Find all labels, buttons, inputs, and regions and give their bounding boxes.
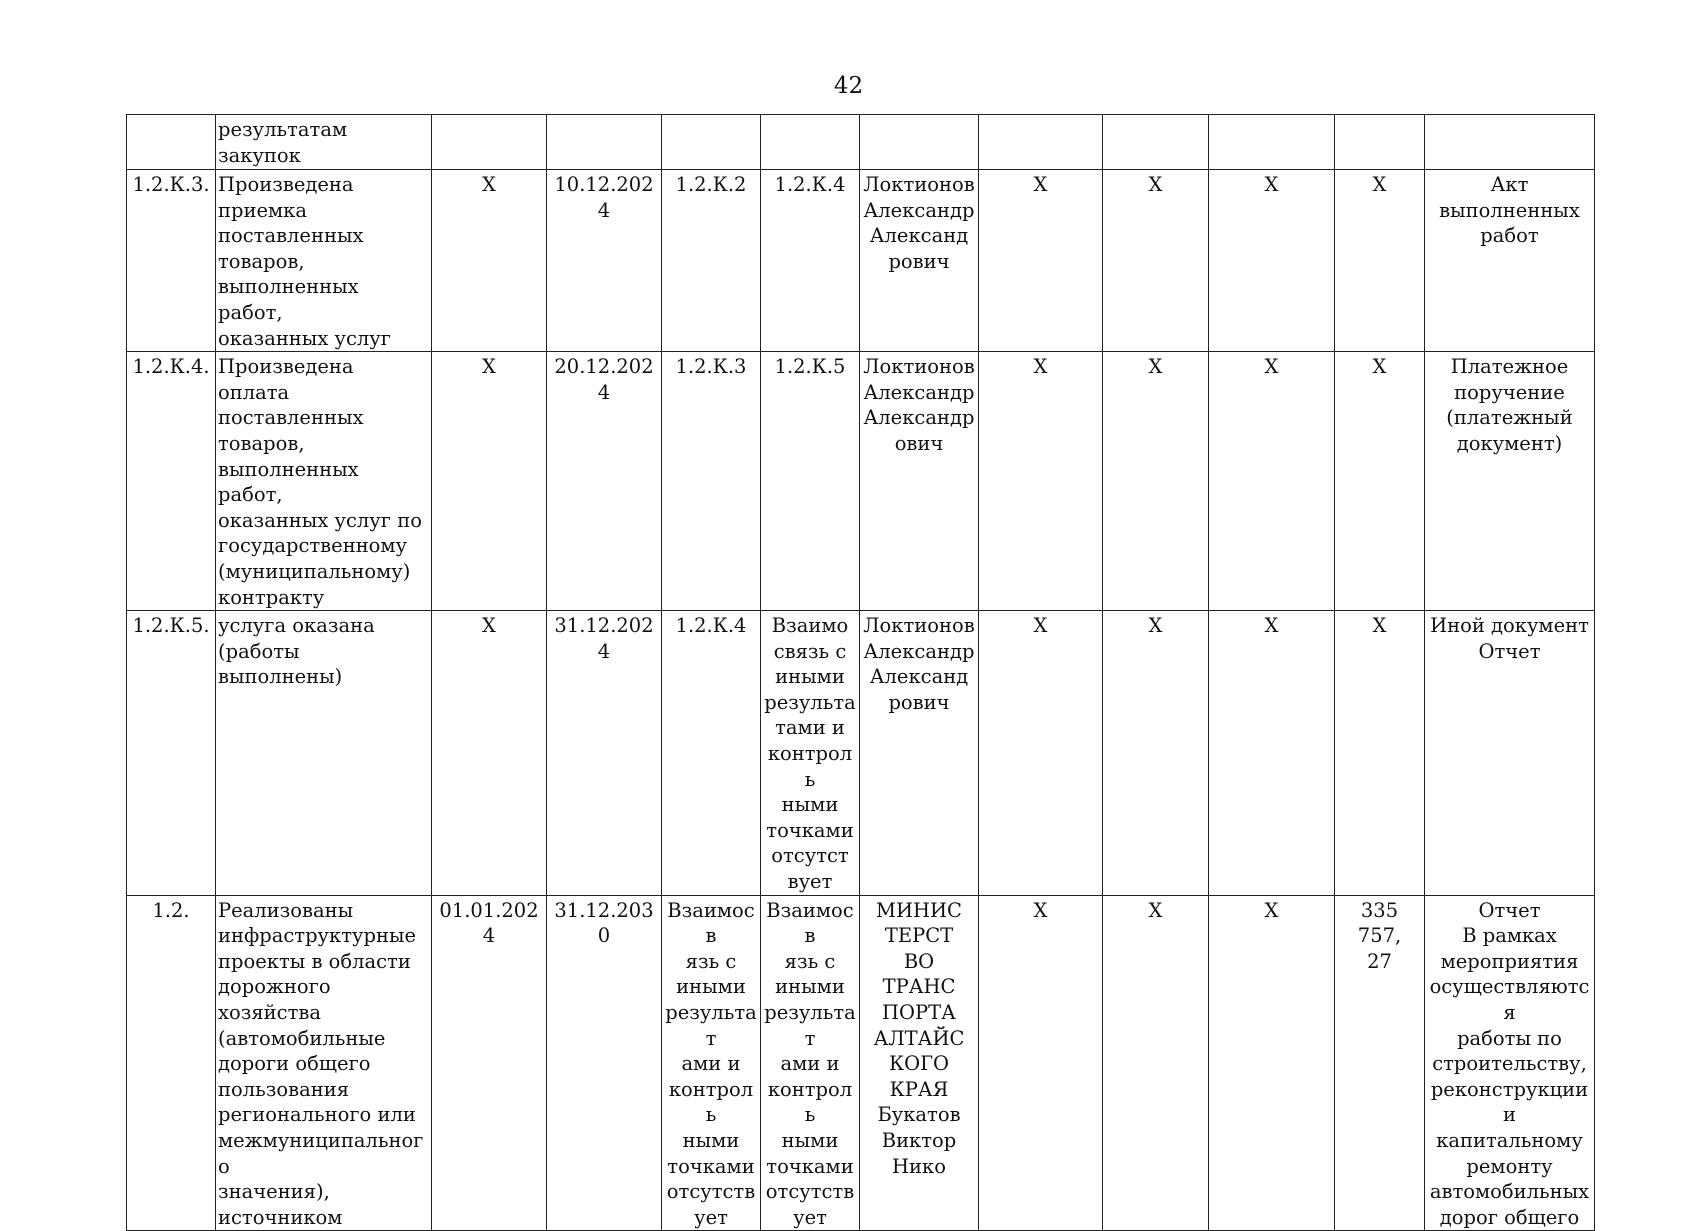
page-number: 42: [833, 73, 864, 99]
table-row: [127, 352, 1595, 611]
column-8: X: [979, 352, 1103, 611]
event-name: Произведена оплата поставленных товаров, выполненных работ, оказанных услуг по государственному (муниципальному) контракту: [216, 352, 432, 611]
successor: [761, 115, 860, 170]
column-11: X: [1335, 352, 1425, 611]
column-9: X: [1103, 895, 1209, 1231]
row-number: [127, 115, 216, 170]
row-number: 1.2.: [127, 895, 216, 1231]
row-number: 1.2.К.4.: [127, 352, 216, 611]
predecessor: [662, 115, 761, 170]
start-date: X: [432, 611, 547, 896]
row-number: 1.2.К.5.: [127, 611, 216, 896]
column-8: [979, 115, 1103, 170]
predecessor: 1.2.К.4: [662, 611, 761, 896]
column-10: X: [1209, 352, 1335, 611]
start-date: X: [432, 352, 547, 611]
row-number: 1.2.К.3.: [127, 170, 216, 352]
column-11: X: [1335, 170, 1425, 352]
end-date: 31.12.2030: [547, 895, 662, 1231]
responsible: Локтионов Александр Александр ович: [860, 352, 979, 611]
successor: 1.2.К.4: [761, 170, 860, 352]
end-date: 10.12.2024: [547, 170, 662, 352]
responsible: МИНИС ТЕРСТ ВО ТРАНС ПОРТА АЛТАЙС КОГО КРАЯ Букатов Виктор Нико: [860, 895, 979, 1231]
column-8: X: [979, 895, 1103, 1231]
column-10: X: [1209, 611, 1335, 896]
table-row: [127, 611, 1595, 896]
document-type: [1425, 115, 1595, 170]
start-date: X: [432, 170, 547, 352]
column-11: 335 757, 27: [1335, 895, 1425, 1231]
column-9: X: [1103, 352, 1209, 611]
table-row: [127, 170, 1595, 352]
column-11: [1335, 115, 1425, 170]
successor: Взаимо связь с иными результа тами и контроль ными точками отсутст вует: [761, 611, 860, 896]
table-body: [127, 115, 1595, 1231]
document-type: Платежное поручение (платежный документ): [1425, 352, 1595, 611]
column-9: X: [1103, 611, 1209, 896]
table-row: [127, 895, 1595, 1231]
predecessor: 1.2.К.3: [662, 352, 761, 611]
event-name: результатам закупок: [216, 115, 432, 170]
successor: 1.2.К.5: [761, 352, 860, 611]
column-8: X: [979, 170, 1103, 352]
column-11: X: [1335, 611, 1425, 896]
responsible: Локтионов Александр Александ рович: [860, 611, 979, 896]
end-date: [547, 115, 662, 170]
event-name: Реализованы инфраструктурные проекты в области дорожного хозяйства (автомобильные дороги общего пользования регионального или межмуниципального значения), источником: [216, 895, 432, 1231]
end-date: 31.12.2024: [547, 611, 662, 896]
document-type: Акт выполненных работ: [1425, 170, 1595, 352]
responsible: [860, 115, 979, 170]
predecessor: 1.2.К.2: [662, 170, 761, 352]
column-10: X: [1209, 895, 1335, 1231]
responsible: Локтионов Александр Александ рович: [860, 170, 979, 352]
event-name: Произведена приемка поставленных товаров, выполненных работ, оказанных услуг: [216, 170, 432, 352]
document-type: Иной документ Отчет: [1425, 611, 1595, 896]
column-10: [1209, 115, 1335, 170]
column-10: X: [1209, 170, 1335, 352]
column-9: X: [1103, 170, 1209, 352]
successor: Взаимосв язь с иными результат ами и контроль ными точками отсутств ует: [761, 895, 860, 1231]
start-date: 01.01.2024: [432, 895, 547, 1231]
plan-table: [126, 114, 1595, 1231]
predecessor: Взаимосв язь с иными результат ами и контроль ными точками отсутств ует: [662, 895, 761, 1231]
start-date: [432, 115, 547, 170]
event-name: услуга оказана (работы выполнены): [216, 611, 432, 896]
document-type: Отчет В рамках мероприятия осуществляются работы по строительству, реконструкции и капитальному ремонту автомобильных дорог общего: [1425, 895, 1595, 1231]
column-8: X: [979, 611, 1103, 896]
column-9: [1103, 115, 1209, 170]
table-row: [127, 115, 1595, 170]
end-date: 20.12.2024: [547, 352, 662, 611]
